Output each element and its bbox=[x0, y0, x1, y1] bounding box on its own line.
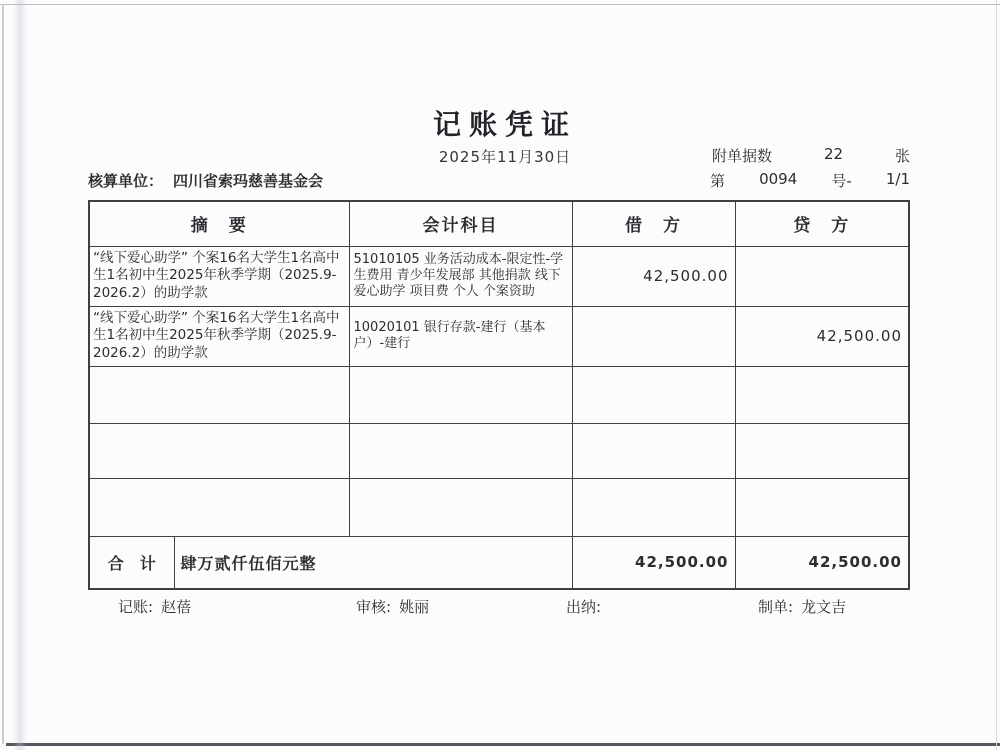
attachment-info bbox=[712, 145, 910, 166]
summary-cell bbox=[89, 478, 349, 536]
reviewer-signature bbox=[356, 596, 429, 617]
bookkeeper-label: 记账: bbox=[118, 598, 154, 616]
table-row bbox=[89, 246, 909, 306]
summary-cell bbox=[89, 423, 349, 478]
page-title: 记账凭证 bbox=[432, 108, 577, 141]
summary-cell bbox=[89, 366, 349, 423]
credit-cell bbox=[735, 478, 909, 536]
table-row-empty bbox=[89, 423, 909, 478]
accounting-unit-name: 四川省索玛慈善基金会 bbox=[173, 172, 324, 190]
voucher-table bbox=[88, 200, 910, 590]
account-cell bbox=[349, 478, 572, 536]
account-cell: 10020101 银行存款-建行（基本户）-建行 bbox=[349, 306, 572, 366]
preparer-signature bbox=[758, 596, 846, 617]
credit-cell bbox=[735, 366, 909, 423]
preparer-label: 制单: bbox=[758, 598, 794, 616]
summary-cell: “线下爱心助学” 个案16名大学生1名高中生1名初中生2025年秋季学期（2025.9-2026.2）的助学款 bbox=[89, 246, 349, 306]
attachment-count: 22 bbox=[823, 145, 844, 163]
debit-cell bbox=[572, 478, 735, 536]
accounting-unit-label: 核算单位： bbox=[88, 172, 164, 190]
voucher-number: 0094 bbox=[759, 170, 798, 188]
cashier-label: 出纳: bbox=[566, 598, 602, 616]
attachment-label: 附单据数 bbox=[712, 147, 773, 165]
page-indicator: 1/1 bbox=[885, 170, 910, 188]
number-suffix: 号- bbox=[831, 172, 852, 190]
header-debit: 借 方 bbox=[572, 201, 735, 246]
cashier-signature bbox=[566, 596, 609, 617]
attachment-unit: 张 bbox=[894, 147, 910, 165]
header-credit: 贷 方 bbox=[735, 201, 909, 246]
voucher-date: 2025年11月30日 bbox=[438, 148, 572, 166]
debit-cell bbox=[572, 423, 735, 478]
debit-cell bbox=[572, 306, 735, 366]
scan-edge-top bbox=[0, 4, 1000, 5]
total-credit-cell: 42,500.00 bbox=[735, 536, 909, 589]
debit-cell: 42,500.00 bbox=[572, 246, 735, 306]
scan-edge-bottom bbox=[6, 743, 1000, 746]
account-cell bbox=[349, 366, 572, 423]
reviewer-label: 审核: bbox=[356, 598, 392, 616]
header-account: 会计科目 bbox=[349, 201, 572, 246]
total-amount-in-words: 肆万贰仟伍佰元整 bbox=[174, 536, 572, 589]
debit-cell bbox=[572, 366, 735, 423]
table-header-row bbox=[89, 201, 909, 246]
table-row bbox=[89, 306, 909, 366]
total-label: 合 计 bbox=[89, 536, 174, 589]
credit-cell bbox=[735, 246, 909, 306]
table-row-empty bbox=[89, 366, 909, 423]
table-row-empty bbox=[89, 478, 909, 536]
number-prefix: 第 bbox=[710, 172, 726, 190]
account-cell: 51010105 业务活动成本-限定性-学生费用 青少年发展部 其他捐款 线下爱心助学 项目费 个人 个案资助 bbox=[349, 246, 572, 306]
credit-cell bbox=[735, 423, 909, 478]
header-summary: 摘 要 bbox=[89, 201, 349, 246]
voucher-number-row bbox=[710, 170, 910, 191]
bookkeeper-signature bbox=[118, 596, 191, 617]
bookkeeper-name: 赵蓓 bbox=[161, 598, 192, 616]
total-debit-cell: 42,500.00 bbox=[572, 536, 735, 589]
total-row bbox=[89, 536, 909, 589]
preparer-name: 龙文吉 bbox=[801, 598, 847, 616]
summary-cell: “线下爱心助学” 个案16名大学生1名高中生1名初中生2025年秋季学期（2025.9-2026.2）的助学款 bbox=[89, 306, 349, 366]
accounting-unit-row bbox=[88, 170, 323, 191]
reviewer-name: 姚丽 bbox=[399, 598, 430, 616]
account-cell bbox=[349, 423, 572, 478]
credit-cell: 42,500.00 bbox=[735, 306, 909, 366]
